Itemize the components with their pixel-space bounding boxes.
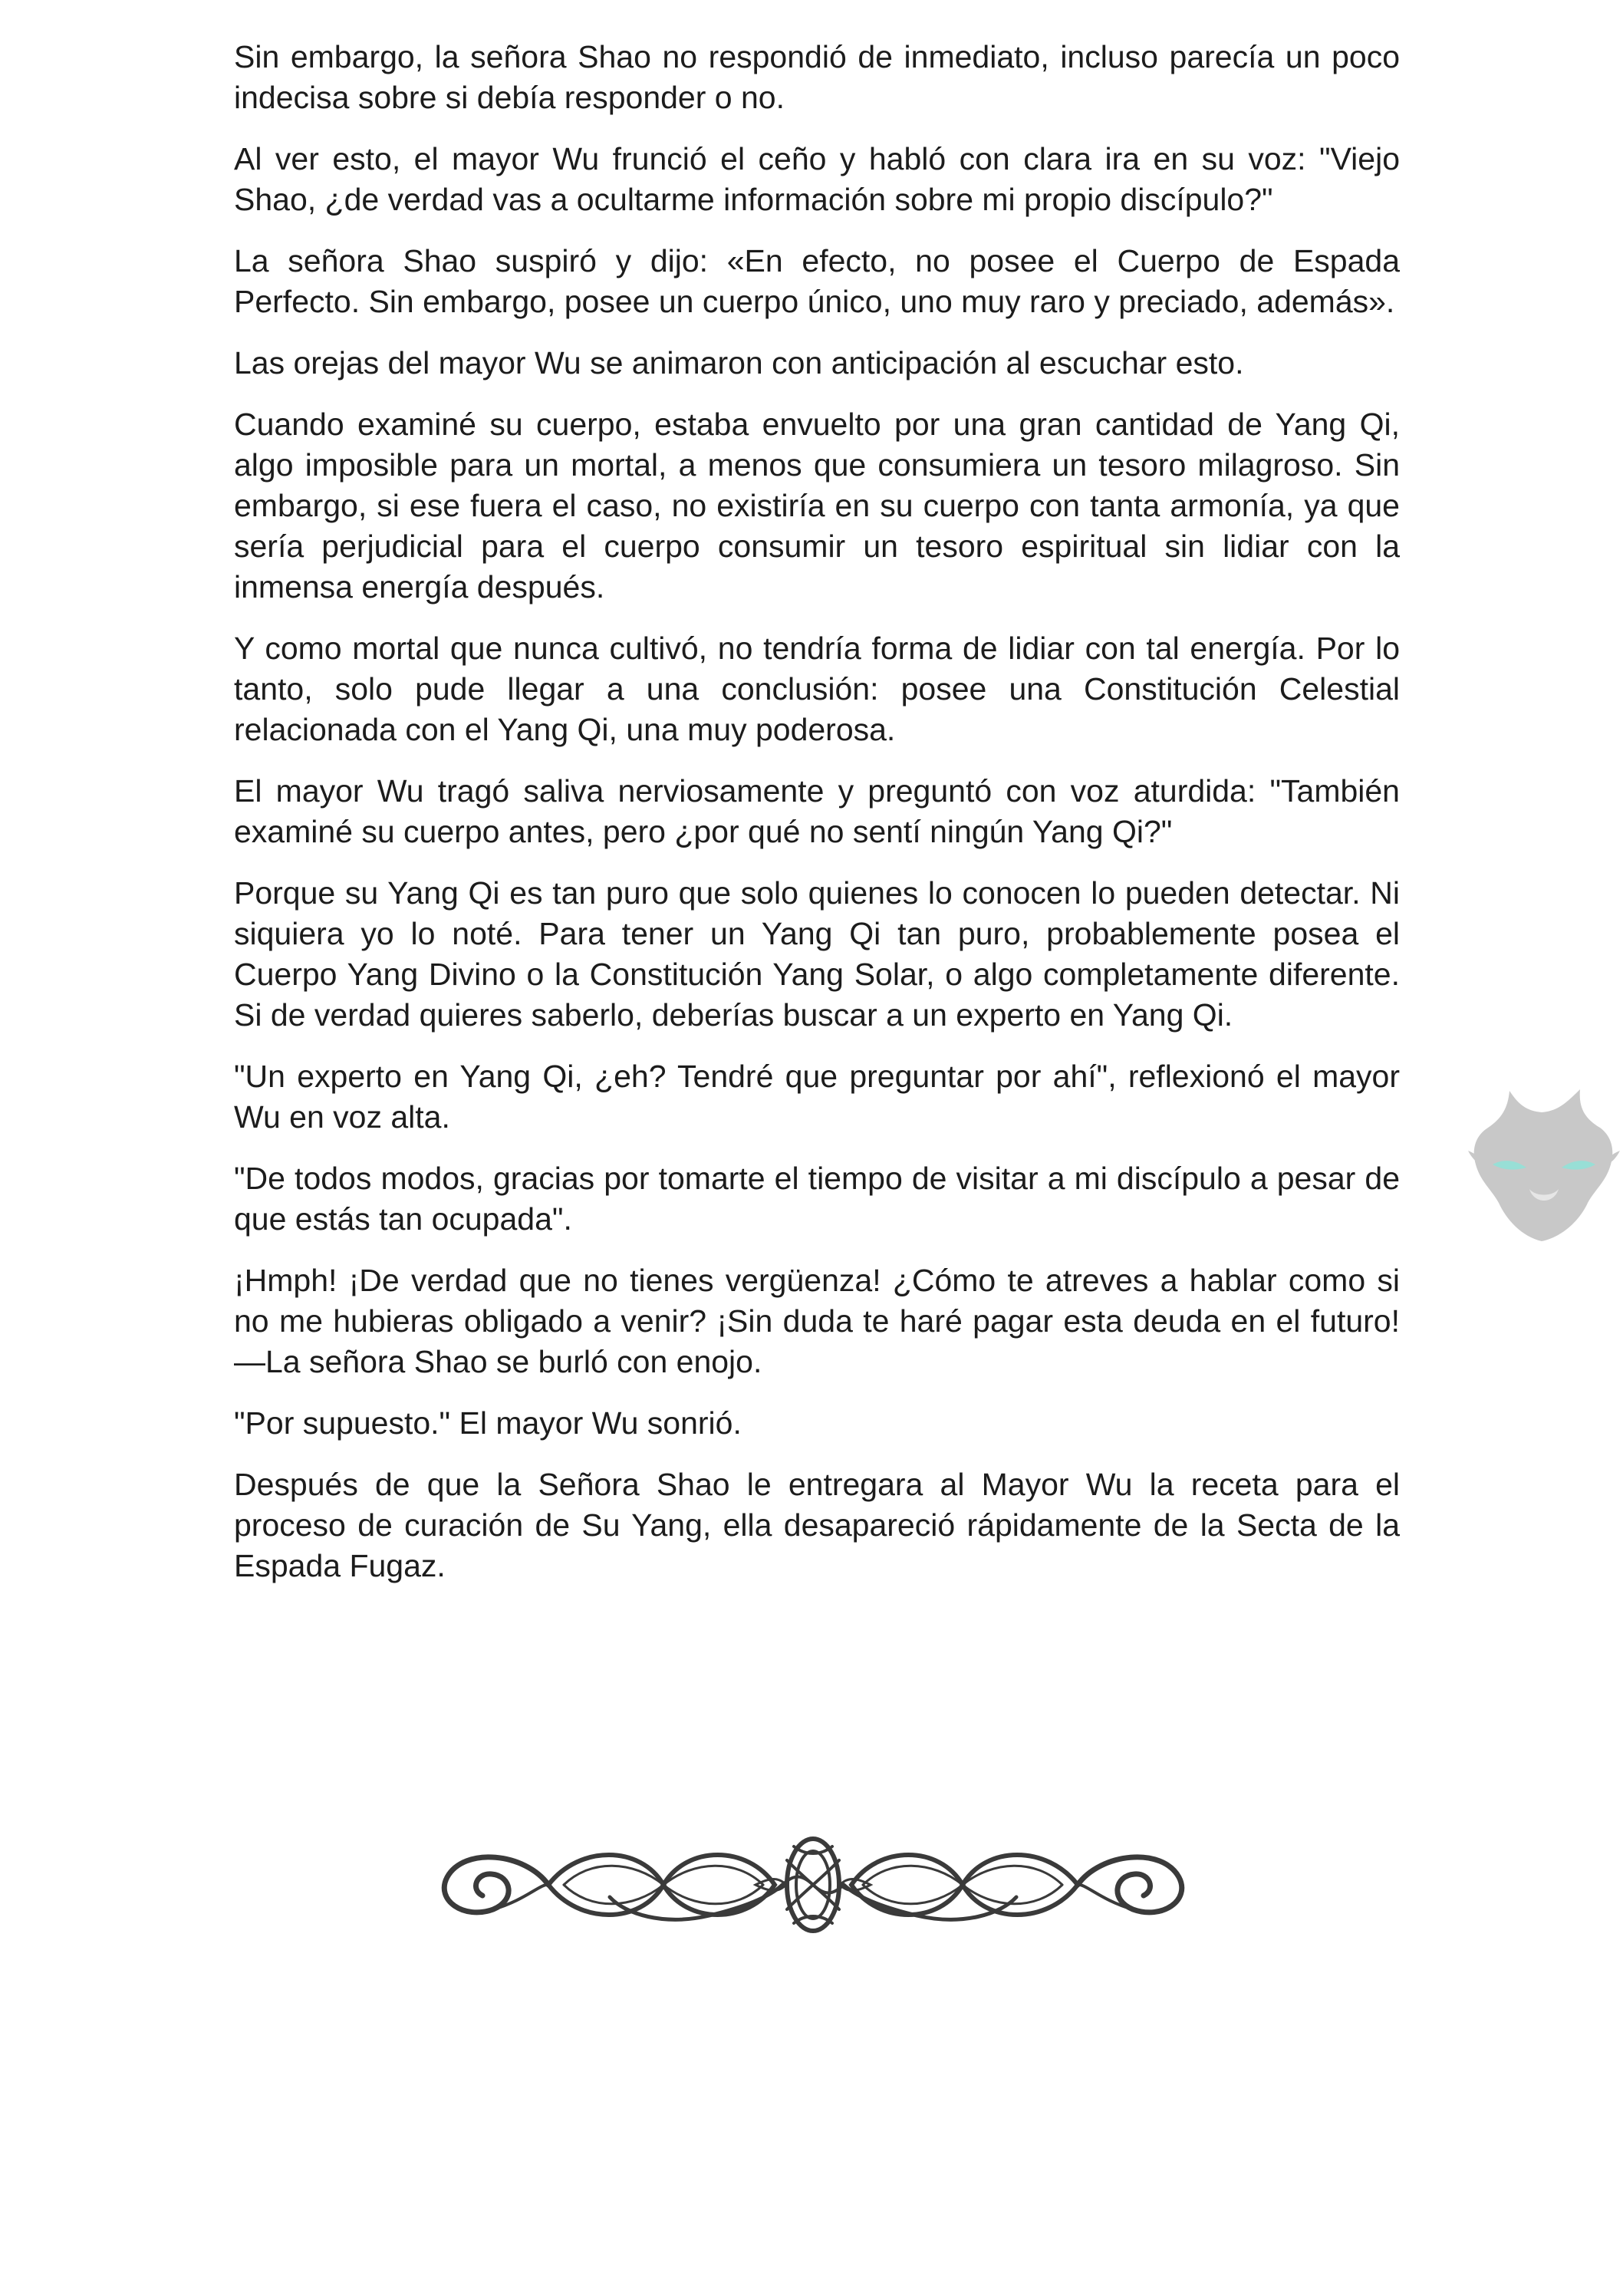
paragraph: Las orejas del mayor Wu se animaron con anticipación al escuchar esto. — [234, 345, 1244, 380]
paragraph: Sin embargo, la señora Shao no respondió de inmediato, incluso parecía un poco indecisa sobre si debía responder o no. — [234, 39, 1400, 115]
paragraph: El mayor Wu tragó saliva nerviosamente y preguntó con voz aturdida: "También examiné su cuerpo antes, pero ¿por qué no sentí ningún Yang Qi?" — [234, 773, 1400, 849]
demon-head-watermark-icon — [1465, 1074, 1623, 1250]
paragraph: ¡Hmph! ¡De verdad que no tienes vergüenza! ¿Cómo te atreves a hablar como si no me hubieras obligado a venir? ¡Sin duda te haré pagar esta deuda en el futuro! —La señora Shao se burló con enojo. — [234, 1263, 1400, 1379]
paragraph: "Un experto en Yang Qi, ¿eh? Tendré que preguntar por ahí", reflexionó el mayor Wu en voz alta. — [234, 1059, 1400, 1135]
paragraph: Porque su Yang Qi es tan puro que solo quienes lo conocen lo pueden detectar. Ni siquiera yo lo noté. Para tener un Yang Qi tan puro, probablemente posea el Cuerpo Yang Divino o la Constitución Yang Solar, o algo completamente diferente. Si de verdad quieres saberlo, deberías buscar a un experto en Yang Qi. — [234, 875, 1400, 1033]
ornamental-divider-icon — [433, 1830, 1193, 1941]
paragraph: Al ver esto, el mayor Wu frunció el ceño y habló con clara ira en su voz: "Viejo Shao, ¿de verdad vas a ocultarme información sobre mi propio discípulo?" — [234, 141, 1400, 217]
body-text — [234, 37, 1400, 1607]
paragraph: Cuando examiné su cuerpo, estaba envuelto por una gran cantidad de Yang Qi, algo imposible para un mortal, a menos que consumiera un tesoro milagroso. Sin embargo, si ese fuera el caso, no existiría en su cuerpo con tanta armonía, ya que sería perjudicial para el cuerpo consumir un tesoro espiritual sin lidiar con la inmensa energía después. — [234, 407, 1400, 604]
paragraph: "De todos modos, gracias por tomarte el tiempo de visitar a mi discípulo a pesar de que estás tan ocupada". — [234, 1161, 1400, 1237]
paragraph: La señora Shao suspiró y dijo: «En efecto, no posee el Cuerpo de Espada Perfecto. Sin embargo, posee un cuerpo único, uno muy raro y preciado, además». — [234, 243, 1400, 319]
paragraph: Y como mortal que nunca cultivó, no tendría forma de lidiar con tal energía. Por lo tanto, solo pude llegar a una conclusión: posee una Constitución Celestial relacionada con el Yang Qi, una muy poderosa. — [234, 631, 1400, 747]
paragraph: Después de que la Señora Shao le entregara al Mayor Wu la receta para el proceso de curación de Su Yang, ella desapareció rápidamente de la Secta de la Espada Fugaz. — [234, 1467, 1400, 1583]
paragraph: "Por supuesto." El mayor Wu sonrió. — [234, 1405, 742, 1441]
